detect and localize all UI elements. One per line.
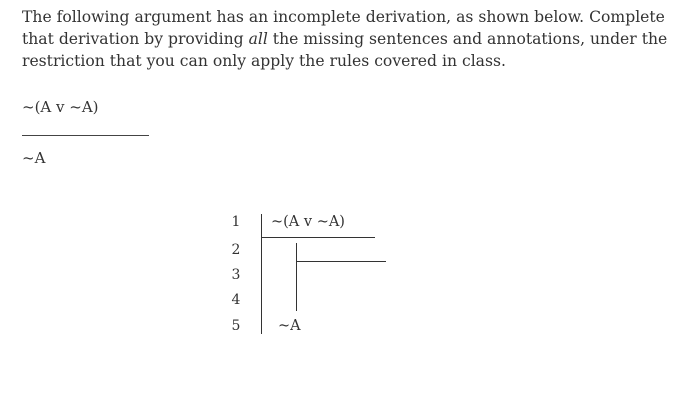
instructions-emphasis: all — [248, 30, 268, 48]
line-number-2: 2 — [231, 242, 241, 258]
line-5-formula: ~A — [278, 318, 301, 334]
line-number-5: 5 — [231, 318, 241, 334]
line-number-4: 4 — [231, 292, 241, 308]
argument-premise: ~(A v ~A) — [22, 98, 99, 116]
subderivation-scope-line — [296, 243, 297, 311]
premise-rule-line — [261, 237, 375, 238]
main-scope-line — [261, 214, 262, 334]
subderivation-assumption-line — [296, 261, 386, 262]
line-1-formula: ~(A v ~A) — [271, 214, 345, 230]
instructions-text-part-1: The following argument has an incomplete derivation, as shown below. Complete that derivation by providing — [22, 8, 665, 48]
line-number-1: 1 — [231, 214, 241, 230]
instructions-text-part-2: the missing sentences and annotations, under the restriction that you can only apply the rules covered in class. — [22, 30, 668, 70]
argument-divider — [22, 135, 149, 136]
line-number-3: 3 — [231, 267, 241, 283]
argument-conclusion: ~A — [22, 149, 46, 167]
instructions-text — [22, 6, 687, 72]
